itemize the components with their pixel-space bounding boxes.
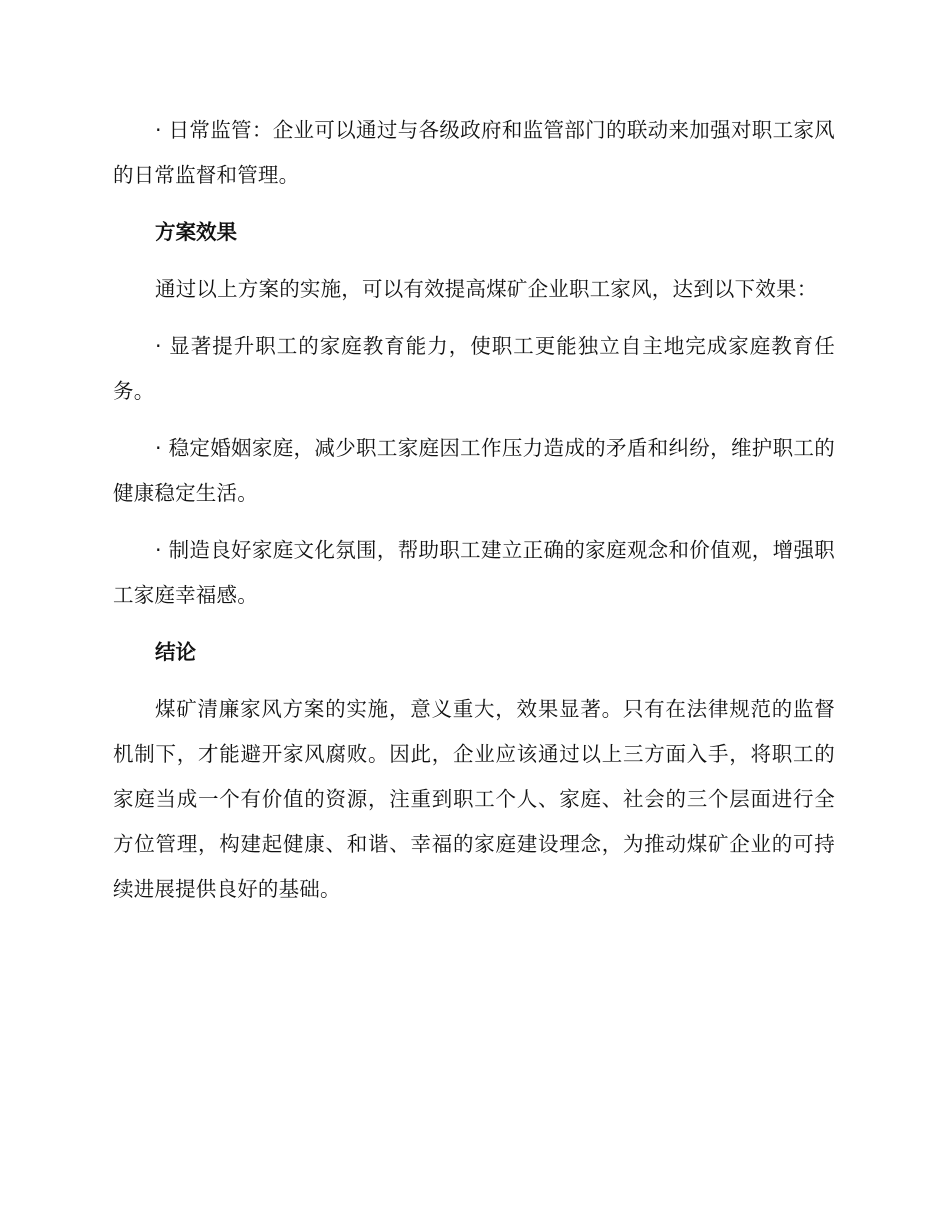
- supervision-bullet: · 日常监管：企业可以通过与各级政府和监管部门的联动来加强对职工家风的日常监督和管理。: [113, 118, 835, 187]
- conclusion-heading: 结论: [155, 640, 196, 664]
- effect-item-1: · 显著提升职工的家庭教育能力，使职工更能独立自主地完成家庭教育任务。: [113, 334, 835, 403]
- effect-item-2: · 稳定婚姻家庭，减少职工家庭因工作压力造成的矛盾和纠纷，维护职工的健康稳定生活。: [113, 436, 835, 505]
- effect-item-3: · 制造良好家庭文化氛围，帮助职工建立正确的家庭观念和价值观，增强职工家庭幸福感。: [113, 538, 835, 607]
- effects-heading: 方案效果: [155, 220, 237, 244]
- document-page: [113, 108, 835, 912]
- conclusion-body: 煤矿清廉家风方案的实施，意义重大，效果显著。只有在法律规范的监督机制下，才能避开家风腐败。因此，企业应该通过以上三方面入手，将职工的家庭当成一个有价值的资源，注重到职工个人、家庭、社会的三个层面进行全方位管理，构建起健康、和谐、幸福的家庭建设理念，为推动煤矿企业的可持续进展提供良好的基础。: [113, 697, 835, 901]
- effects-intro: 通过以上方案的实施，可以有效提高煤矿企业职工家风，达到以下效果：: [155, 277, 818, 301]
